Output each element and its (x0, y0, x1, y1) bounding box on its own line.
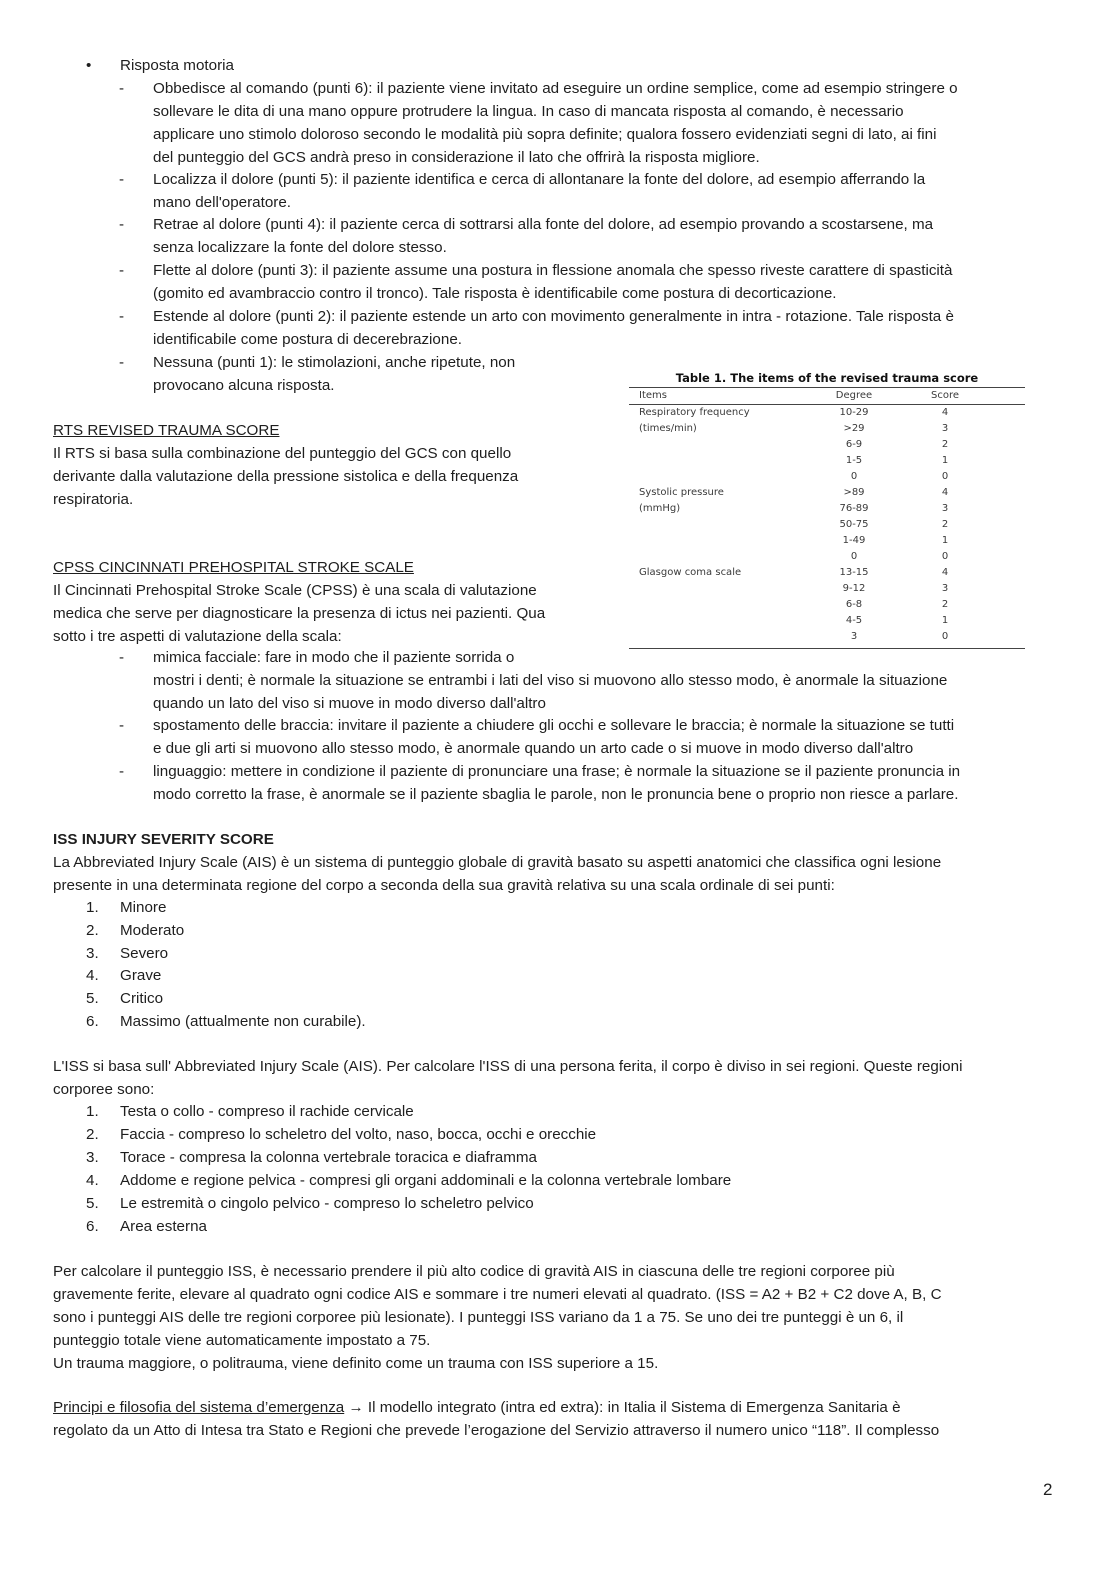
table-cell: 3 (941, 503, 949, 514)
list-item: Localizza il dolore (punti 5): il paziente identifica e cerca di allontanare la fonte del dolore, ad esempio afferrando la mano dell'operatore. (153, 171, 926, 211)
table-cell: 50-75 (839, 519, 869, 530)
table-row (629, 613, 1025, 629)
list-item: Faccia - compreso lo scheletro del volto, naso, bocca, occhi e orecchie (120, 1126, 597, 1143)
table-row (629, 421, 1025, 437)
list-item: Testa o collo - compreso il rachide cervicale (120, 1103, 414, 1120)
table-cell: 0 (941, 471, 949, 482)
list-item: Estende al dolore (punti 2): il paziente estende un arto con movimento generalmente in intra - rotazione. Tale risposta è identificabile come postura di decerebrazione. (153, 308, 954, 348)
table-cell: 2 (941, 599, 949, 610)
table-cell: (mmHg) (639, 503, 681, 514)
table-row (629, 453, 1025, 469)
cpss-section: CPSS CINCINNATI PREHOSPITAL STROKE SCALE Il Cincinnati Prehospital Stroke Scale (CPSS) è una scala di valutazione medica che serve per diagnosticare la presenza di ictus nei pazienti. Qua sotto i tre aspetti di valutazione della scala: (53, 556, 545, 648)
table-cell: 9-12 (842, 583, 866, 594)
bullet: • (86, 57, 92, 74)
table-cell: 4-5 (845, 615, 863, 626)
table-cell: 10-29 (839, 407, 869, 418)
motor-heading: Risposta motoria (120, 57, 234, 74)
table-cell: 2 (941, 519, 949, 530)
table-cell: 6-8 (845, 599, 863, 610)
iss-heading: ISS INJURY SEVERITY SCORE (53, 831, 274, 848)
table-cell: >89 (843, 487, 865, 498)
list-item: Addome e regione pelvica - compresi gli organi addominali e la colonna vertebrale lombare (120, 1172, 732, 1189)
table-header: Items Degree Score (639, 390, 959, 401)
list-item: Retrae al dolore (punti 4): il paziente cerca di sottrarsi alla fonte del dolore, ad esempio provando a scostarsene, ma senza localizzare la fonte del dolore stesso. (153, 216, 934, 256)
list-item: Nessuna (punti 1): le stimolazioni, anche ripetute, non provocano alcuna risposta. (153, 354, 516, 394)
page-number: 2 (1043, 1480, 1053, 1499)
list-item: Severo (120, 945, 169, 962)
list-item: mimica facciale: fare in modo che il paziente sorrida o mostri i denti; è normale la situazione se entrambi i lati del viso si muovono allo stesso modo, è anormale la situazione quando un lato del viso si muove in modo diverso dall'altro (153, 649, 948, 712)
list-item: Area esterna (120, 1218, 207, 1235)
table-cell: 0 (941, 551, 949, 562)
table-cell: 4 (941, 407, 949, 418)
list-item: Critico (120, 990, 164, 1007)
table-cell: 4 (941, 487, 949, 498)
list-item: Obbedisce al comando (punti 6): il paziente viene invitato ad eseguire un ordine semplice, come ad esempio stringere o sollevare le dita di una mano oppure protrudere la lingua. In caso di mancata risposta al comando, è necessario applicare uno stimolo doloroso secondo le modalità più sopra definite; qualora fossero evidenziati segni di lato, ai fini del punteggio del GCS andrà preso in considerazione il lato che offrirà la risposta migliore. (153, 80, 958, 166)
table-row (629, 549, 1025, 565)
table-cell: 13-15 (839, 567, 869, 578)
table-cell: 3 (941, 583, 949, 594)
table-cell: 0 (941, 631, 949, 642)
table-row (629, 485, 1025, 501)
table-cell: 1 (941, 615, 949, 626)
iss-section: ISS INJURY SEVERITY SCORE La Abbreviated Injury Scale (AIS) è un sistema di punteggio globale di gravità basato su aspetti anatomici che classifica ogni lesione presente in una determinata regione del corpo a seconda della sua gravità relativa su una scala ordinale di sei punti: (53, 828, 941, 897)
list-item: spostamento delle braccia: invitare il paziente a chiudere gli occhi e sollevare le braccia; è normale la situazione se tutti e due gli arti si muovono allo stesso modo, è anormale quando un arto cade o si muove in modo diverso dall'altro (153, 717, 955, 757)
table-cell: 1 (941, 455, 949, 466)
list-item: linguaggio: mettere in condizione il paziente di pronunciare una frase; è normale la situazione se il paziente pronuncia in modo corretto la frase, è anormale se il paziente sbaglia le parole, non le pronuncia bene o proprio non riesce a parlare. (153, 763, 961, 803)
table-row (629, 629, 1025, 645)
table-cell: 0 (850, 551, 858, 562)
table-cell: 6-9 (845, 439, 863, 450)
list-item: Le estremità o cingolo pelvico - compreso lo scheletro pelvico (120, 1195, 534, 1212)
cpss-heading: CPSS CINCINNATI PREHOSPITAL STROKE SCALE (53, 559, 414, 576)
table-caption: Table 1. The items of the revised trauma score (675, 371, 979, 385)
rts-table (629, 369, 1025, 649)
rts-heading: RTS REVISED TRAUMA SCORE (53, 422, 280, 439)
table-cell: Respiratory frequency (639, 407, 750, 418)
list-item: Grave (120, 967, 162, 984)
arrow-icon: → (348, 1399, 364, 1416)
table-row (629, 597, 1025, 613)
list-item: Minore (120, 899, 167, 916)
principi-section: Principi e filosofia del sistema d’emergenza → Il modello integrato (intra ed extra): in Italia il Sistema di Emergenza Sanitaria è regolato da un Atto di Intesa tra Stato e Regioni che prevede l’erogazione del Servizio attraverso il numero unico “118”. Il complesso (53, 1399, 940, 1439)
table-cell: 0 (850, 471, 858, 482)
rts-section: RTS REVISED TRAUMA SCORE Il RTS si basa sulla combinazione del punteggio del GCS con quello derivante dalla valutazione della pressione sistolica e della frequenza respiratoria. (53, 419, 518, 511)
table-cell: >29 (843, 423, 865, 434)
table-cell: 2 (941, 439, 949, 450)
table-cell: 4 (941, 567, 949, 578)
table-cell: 1-49 (842, 535, 866, 546)
table-cell: Systolic pressure (639, 487, 724, 498)
table-row (629, 469, 1025, 485)
table-cell: 3 (850, 631, 858, 642)
table-cell: 1 (941, 535, 949, 546)
table-row (629, 533, 1025, 549)
table-cell: 1-5 (845, 455, 863, 466)
iss-paragraph: L'ISS si basa sull' Abbreviated Injury Scale (AIS). Per calcolare l'ISS di una persona ferita, il corpo è diviso in sei regioni. Queste regioni corporee sono: (53, 1058, 963, 1098)
table-row (629, 501, 1025, 517)
table-cell: 3 (941, 423, 949, 434)
table-cell: 76-89 (839, 503, 869, 514)
table-cell: (times/min) (639, 423, 697, 434)
table-body (629, 405, 1025, 645)
list-item: Flette al dolore (punti 3): il paziente assume una postura in flessione anomala che spesso riveste carattere di spasticità (gomito ed avambraccio contro il tronco). Tale risposta è identificabile come postura di decorticazione. (153, 262, 953, 302)
list-item: Torace - compresa la colonna vertebrale toracica e diaframma (120, 1149, 538, 1166)
table-row (629, 517, 1025, 533)
list-item: Massimo (attualmente non curabile). (120, 1013, 366, 1030)
table-row (629, 437, 1025, 453)
table-cell: Glasgow coma scale (639, 567, 742, 578)
iss-calc-paragraph: Per calcolare il punteggio ISS, è necessario prendere il più alto codice di gravità AIS in ciascuna delle tre regioni corporee più gravemente ferite, elevare al quadrato ogni codice AIS e sommare i tre numeri elevati al quadrato. (ISS = A2 + B2 + C2 dove A, B, C sono i punteggi AIS delle tre regioni corporee più lesionate). I punteggi ISS variano da 1 a 75. Se uno dei tre punteggi è un 6, il punteggio totale viene automaticamente impostato a 75. Un trauma maggiore, o politrauma, viene definito come un trauma con ISS superiore a 15. (53, 1263, 942, 1372)
list-item: Moderato (120, 922, 185, 939)
table-row (629, 405, 1025, 421)
table-row (629, 565, 1025, 581)
principi-heading: Principi e filosofia del sistema d’emergenza (53, 1399, 345, 1416)
table-row (629, 581, 1025, 597)
